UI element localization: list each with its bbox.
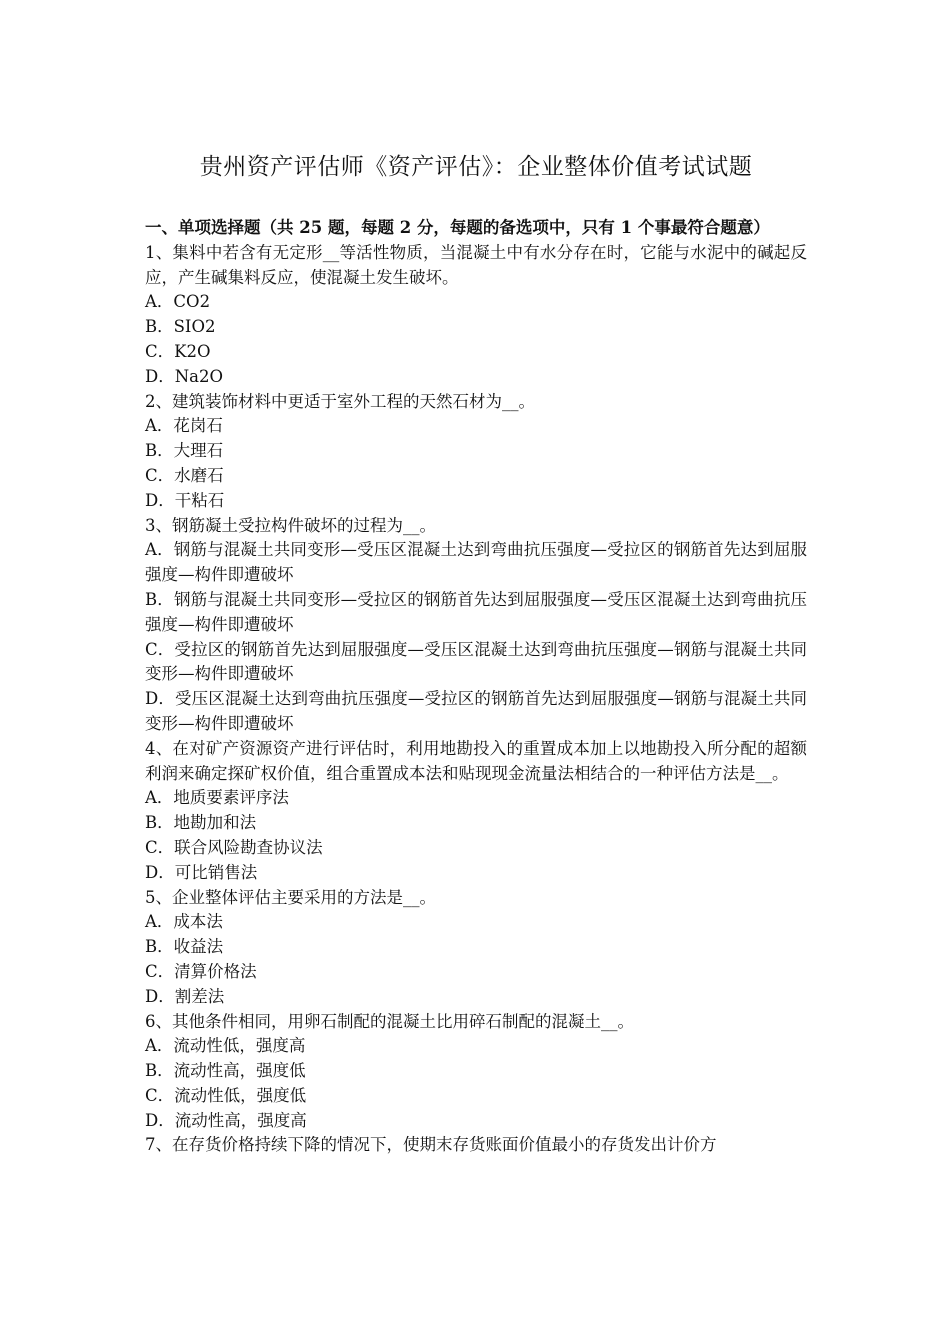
question-5	[145, 886, 807, 1010]
option-a: A．钢筋与混凝土共同变形—受压区混凝土达到弯曲抗压强度—受拉区的钢筋首先达到屈服强度—构件即遭破坏	[145, 540, 807, 585]
option-b: B．SIO2	[145, 317, 216, 337]
option-c: C．水磨石	[145, 465, 224, 485]
option-a: A．成本法	[145, 912, 223, 932]
question-stem: 4、在对矿产资源资产进行评估时，利用地勘投入的重置成本加上以地勘投入所分配的超额利润来确定探矿权价值，组合重置成本法和贴现现金流量法相结合的一种评估方法是__。	[145, 738, 807, 783]
option-c: C．清算价格法	[145, 961, 257, 981]
question-4	[145, 737, 807, 886]
question-7	[145, 1133, 807, 1158]
option-d: D．流动性高，强度高	[145, 1110, 307, 1130]
option-d: D．可比销售法	[145, 862, 258, 882]
option-d: D．Na2O	[145, 366, 224, 386]
question-3	[145, 514, 807, 737]
option-c: C．联合风险勘查协议法	[145, 837, 323, 857]
option-b: B．收益法	[145, 937, 224, 957]
option-a: A．流动性低，强度高	[145, 1036, 306, 1056]
option-b: B．大理石	[145, 441, 224, 461]
question-2	[145, 390, 807, 514]
document-page	[145, 150, 807, 1158]
option-d: D．受压区混凝土达到弯曲抗压强度—受拉区的钢筋首先达到屈服强度—钢筋与混凝土共同变形—构件即遭破坏	[145, 689, 807, 733]
option-a: A．花岗石	[145, 416, 223, 436]
question-stem: 3、钢筋凝土受拉构件破坏的过程为__。	[145, 515, 436, 535]
section-heading: 一、单项选择题（共 25 题，每题 2 分，每题的备选项中，只有 1 个事最符合题意）	[145, 218, 770, 237]
option-c: C．K2O	[145, 341, 211, 361]
question-stem: 1、集料中若含有无定形__等活性物质，当混凝土中有水分存在时，它能与水泥中的碱起反应，产生碱集料反应，使混凝土发生破坏。	[145, 242, 807, 287]
question-1	[145, 241, 807, 390]
option-c: C．受拉区的钢筋首先达到屈服强度—受压区混凝土达到弯曲抗压强度—钢筋与混凝土共同变形—构件即遭破坏	[145, 639, 807, 684]
document-title: 贵州资产评估师《资产评估》：企业整体价值考试试题	[199, 154, 753, 180]
question-stem: 2、建筑装饰材料中更适于室外工程的天然石材为__。	[145, 391, 535, 411]
option-d: D．割差法	[145, 986, 225, 1006]
option-c: C．流动性低，强度低	[145, 1085, 307, 1105]
option-b: B．地勘加和法	[145, 813, 257, 833]
option-b: B．流动性高，强度低	[145, 1061, 306, 1081]
option-d: D．干粘石	[145, 490, 225, 510]
option-b: B．钢筋与混凝土共同变形—受拉区的钢筋首先达到屈服强度—受压区混凝土达到弯曲抗压强度—构件即遭破坏	[145, 589, 807, 634]
option-a: A．CO2	[145, 292, 211, 312]
question-6	[145, 1010, 807, 1134]
question-stem: 6、其他条件相同，用卵石制配的混凝土比用碎石制配的混凝土__。	[145, 1011, 634, 1031]
question-stem: 7、在存货价格持续下降的情况下，使期末存货账面价值最小的存货发出计价方	[145, 1135, 717, 1155]
question-stem: 5、企业整体评估主要采用的方法是__。	[145, 887, 436, 907]
option-a: A．地质要素评序法	[145, 788, 289, 808]
